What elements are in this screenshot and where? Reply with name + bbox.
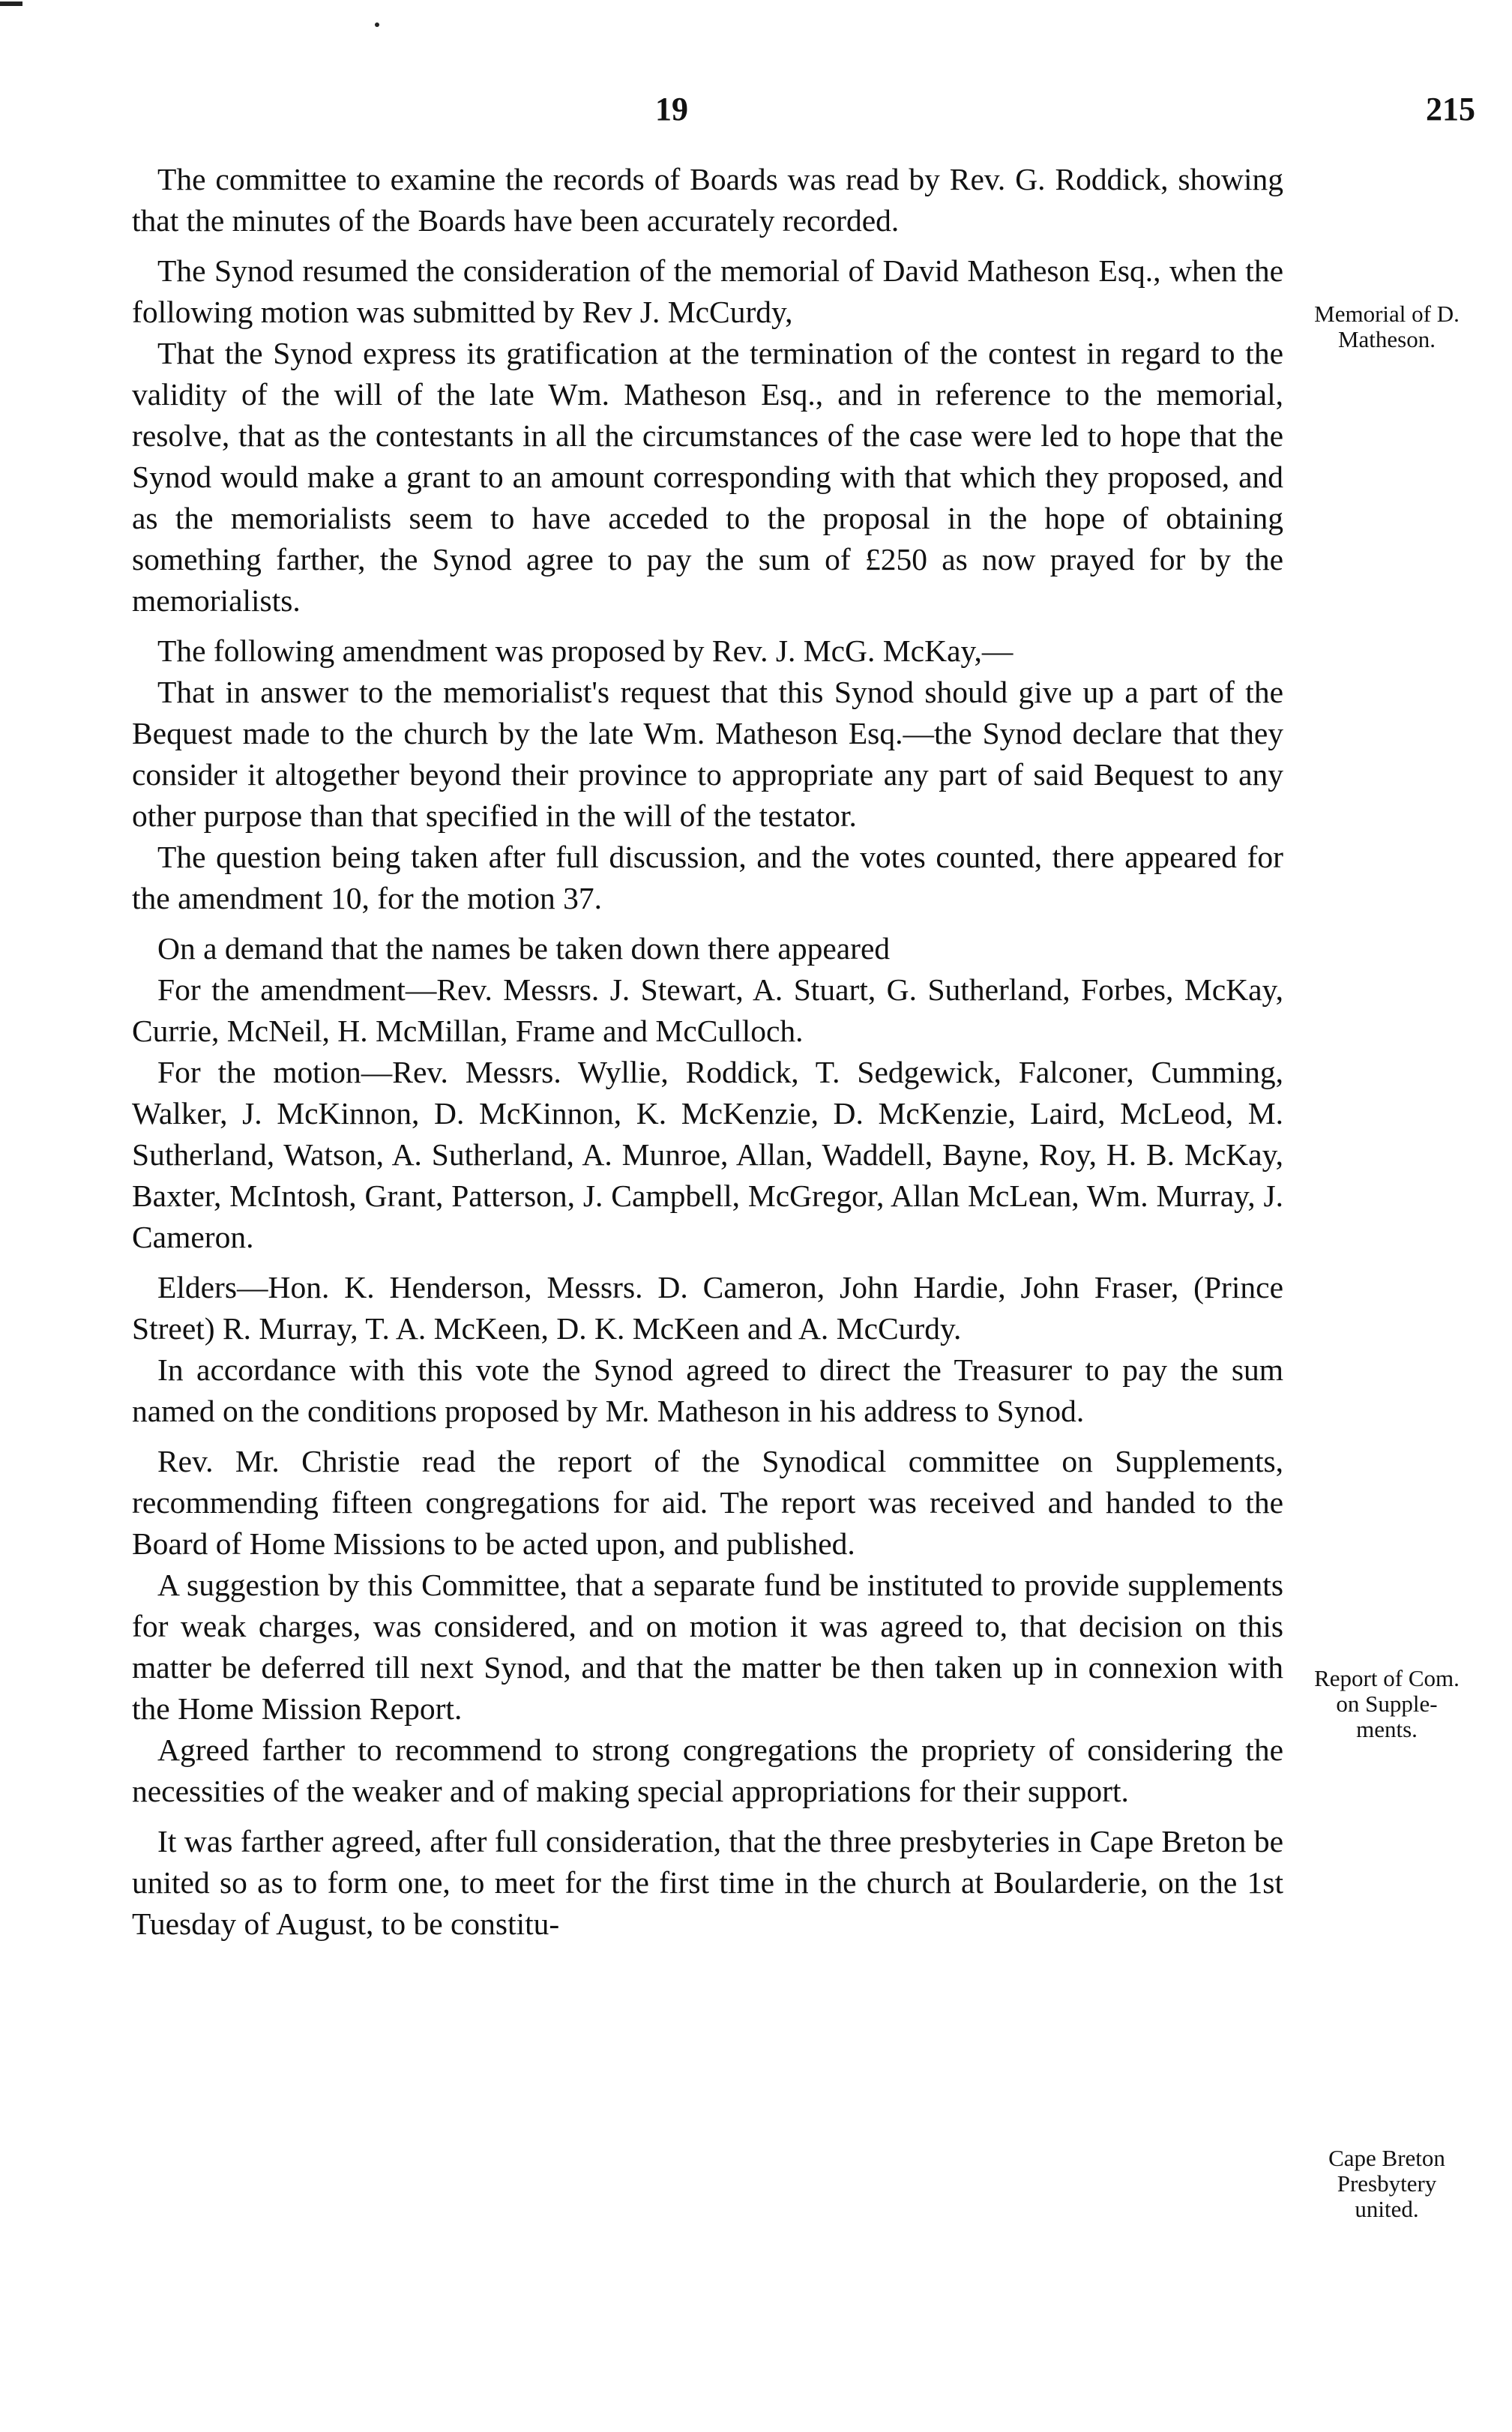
paragraph-vote-result: The question being taken after full discussion, and the votes counted, there appeared for the amendment 10, for the motion 37. (132, 840, 1283, 915)
paragraph-cape-breton: It was farther agreed, after full consideration, that the three presbyteries in Cape Breton be united so as to form one, to meet for the first time in the church at Boularderie, on the 1st Tuesday of August, to be constitu- (132, 1824, 1283, 1941)
paragraph-treasurer: In accordance with this vote the Synod agreed to direct the Treasurer to pay the sum named on the conditions proposed by Mr. Matheson in his address to Synod. (132, 1352, 1283, 1428)
margin-note-cape-breton: Cape Breton Presbytery united. (1328, 2145, 1445, 2222)
scan-speck (375, 22, 379, 27)
paragraph-separate-fund: A suggestion by this Committee, that a separate fund be instituted to provide supplements for weak charges, was considered, and on motion it was agreed to, that decision on this matter be deferred till next Synod, and that the matter be then taken up in connexion with the Home Mission Report. (132, 1568, 1283, 1726)
margin-note-matheson: Memorial of D. Matheson. (1314, 301, 1460, 352)
body-text (132, 159, 1283, 1945)
scan-edge-mark (0, 1, 22, 6)
paragraph-records-committee: The committee to examine the records of Boards was read by Rev. G. Roddick, showing that the minutes of the Boards have been accurately recorded. (132, 162, 1283, 238)
margin-note-supplements: Report of Com. on Supple- ments. (1314, 1665, 1460, 1742)
paragraph-amendment: That in answer to the memorialist's request that this Synod should give up a part of the Bequest made to the church by the late Wm. Matheson Esq.—the Synod declare that they consider it altogether beyond their province to appropriate any part of said Bequest to any other purpose than that specified in the will of the testator. (132, 675, 1283, 833)
paragraph-names-demand: On a demand that the names be taken down there appeared (157, 931, 891, 966)
paragraph-matheson-memorial: The Synod resumed the consideration of the memorial of David Matheson Esq., when the following motion was submitted by Rev J. McCurdy, (132, 253, 1283, 329)
paragraph-strong-congregations: Agreed farther to recommend to strong congregations the propriety of considering the necessities of the weaker and of making special appropriations for their support. (132, 1733, 1283, 1808)
paragraph-for-motion: For the motion—Rev. Messrs. Wyllie, Roddick, T. Sedgewick, Falconer, Cumming, Walker, J. McKinnon, D. McKinnon, K. McKenzie, D. McKenzie, Laird, McLeod, M. Sutherland, Watson, A. Sutherland, A. Munroe, Allan, Waddell, Bayne, Roy, H. B. McKay, Baxter, McIntosh, Grant, Patterson, J. Campbell, McGregor, Allan McLean, Wm. Murray, J. Cameron. (132, 1055, 1283, 1254)
paragraph-elders: Elders—Hon. K. Henderson, Messrs. D. Cameron, John Hardie, John Fraser, (Prince Street) R. Murray, T. A. McKeen, D. K. McKeen and A. McCurdy. (132, 1270, 1283, 1346)
paragraph-for-amendment: For the amendment—Rev. Messrs. J. Stewart, A. Stuart, G. Sutherland, Forbes, McKay, Currie, McNeil, H. McMillan, Frame and McCulloch. (132, 972, 1283, 1048)
page-number-left: 19 (655, 91, 688, 127)
paragraph-amendment-intro: The following amendment was proposed by Rev. J. McG. McKay,— (157, 633, 1013, 668)
page-number-right: 215 (1426, 91, 1475, 127)
paragraph-supplements-report: Rev. Mr. Christie read the report of the Synodical committee on Supplements, recommending fifteen congregations for aid. The report was received and handed to the Board of Home Missions to be acted upon, and published. (132, 1444, 1283, 1561)
paragraph-motion: That the Synod express its gratification at the termination of the contest in regard to the validity of the will of the late Wm. Matheson Esq., and in reference to the memorial, resolve, that as the contestants in all the circumstances of the case were led to hope that the Synod would make a grant to an amount corresponding with that which they proposed, and as the memorialists seem to have acceded to the proposal in the hope of obtaining something farther, the Synod agree to pay the sum of £250 as now prayed for by the memorialists. (132, 336, 1283, 618)
